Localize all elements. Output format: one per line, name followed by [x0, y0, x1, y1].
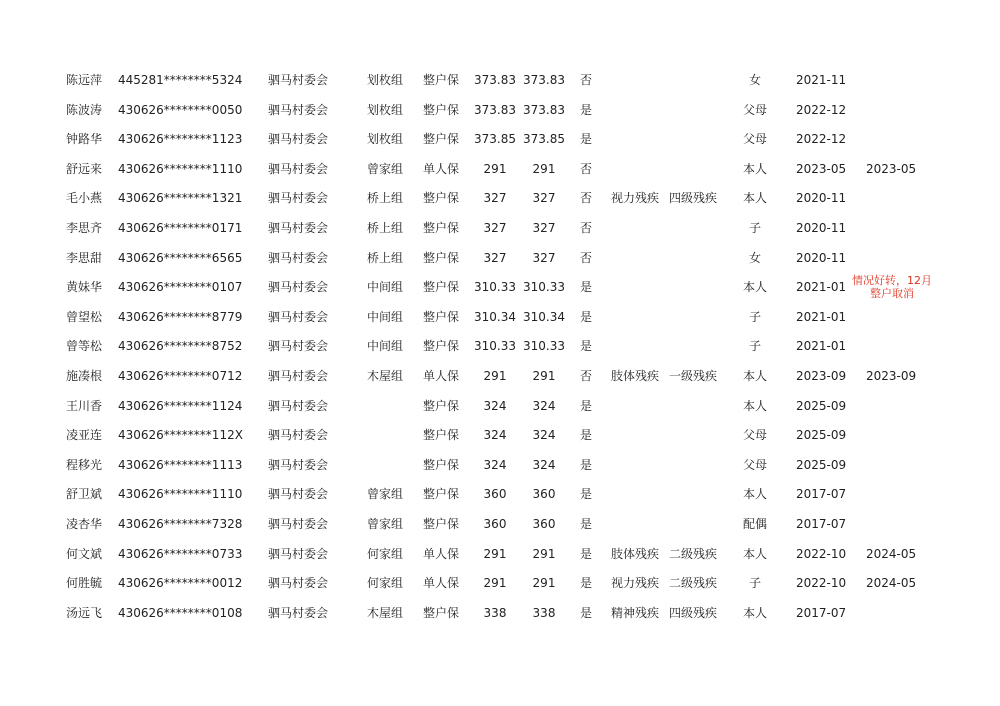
- flag-cell: 否: [580, 220, 593, 235]
- amount-cell: 291: [483, 161, 507, 176]
- id-number-cell: 430626********8752: [118, 339, 243, 354]
- amount-total-cell: 310.33: [523, 280, 565, 295]
- flag-cell: 否: [580, 250, 593, 265]
- amount-cell: 310.33: [474, 339, 516, 354]
- assistance-type-cell: 整户保: [423, 220, 460, 235]
- assistance-type-cell: 整户保: [423, 132, 460, 147]
- group-cell: 曾家组: [367, 487, 404, 502]
- disability-level-cell: 四级残疾: [669, 605, 718, 620]
- end-date-cell: 2023-05: [866, 161, 917, 176]
- name-cell: 毛小燕: [66, 191, 103, 206]
- village-cell: 驷马村委会: [268, 250, 329, 265]
- flag-cell: 是: [580, 309, 593, 324]
- amount-total-cell: 291: [532, 546, 556, 561]
- amount-total-cell: 324: [532, 398, 556, 413]
- relation-cell: 本人: [742, 161, 767, 176]
- assistance-type-cell: 整户保: [423, 102, 460, 117]
- amount-cell: 324: [483, 398, 507, 413]
- name-cell: 舒远来: [66, 161, 103, 176]
- flag-cell: 是: [580, 516, 593, 531]
- relation-cell: 子: [748, 309, 761, 324]
- flag-cell: 是: [580, 487, 593, 502]
- amount-cell: 291: [483, 576, 507, 591]
- amount-cell: 338: [483, 605, 507, 620]
- relation-cell: 父母: [742, 428, 767, 443]
- amount-total-cell: 310.34: [523, 309, 565, 324]
- village-cell: 驷马村委会: [268, 309, 329, 324]
- id-number-cell: 430626********112X: [118, 428, 243, 443]
- amount-total-cell: 291: [532, 576, 556, 591]
- name-cell: 王川香: [66, 398, 103, 413]
- start-date-cell: 2023-09: [796, 368, 847, 383]
- relation-cell: 配偶: [742, 516, 767, 531]
- start-date-cell: 2023-05: [796, 161, 847, 176]
- village-cell: 驷马村委会: [268, 161, 329, 176]
- start-date-cell: 2021-01: [796, 339, 847, 354]
- amount-cell: 373.85: [474, 132, 516, 147]
- amount-total-cell: 327: [532, 220, 556, 235]
- start-date-cell: 2020-11: [796, 191, 847, 206]
- assistance-type-cell: 整户保: [423, 398, 460, 413]
- village-cell: 驷马村委会: [268, 487, 329, 502]
- table-row: [0, 540, 1000, 570]
- flag-cell: 是: [580, 576, 593, 591]
- start-date-cell: 2022-12: [796, 102, 847, 117]
- flag-cell: 是: [580, 605, 593, 620]
- assistance-type-cell: 整户保: [423, 309, 460, 324]
- id-number-cell: 430626********0712: [118, 368, 243, 383]
- village-cell: 驷马村委会: [268, 132, 329, 147]
- relation-cell: 子: [748, 220, 761, 235]
- table-row: [0, 480, 1000, 510]
- amount-total-cell: 373.83: [523, 73, 565, 87]
- id-number-cell: 430626********1124: [118, 398, 243, 413]
- group-cell: 木屋组: [367, 368, 404, 383]
- disability-level-cell: 四级残疾: [669, 191, 718, 206]
- village-cell: 驷马村委会: [268, 516, 329, 531]
- amount-total-cell: 324: [532, 457, 556, 472]
- flag-cell: 是: [580, 457, 593, 472]
- id-number-cell: 430626********0171: [118, 220, 243, 235]
- village-cell: 驷马村委会: [268, 280, 329, 295]
- amount-cell: 324: [483, 457, 507, 472]
- end-date-cell: 2024-05: [866, 576, 917, 591]
- flag-cell: 否: [580, 191, 593, 206]
- relation-cell: 父母: [742, 102, 767, 117]
- village-cell: 驷马村委会: [268, 457, 329, 472]
- name-cell: 曾望松: [66, 309, 103, 324]
- flag-cell: 是: [580, 398, 593, 413]
- start-date-cell: 2020-11: [796, 220, 847, 235]
- id-number-cell: 430626********1321: [118, 191, 243, 206]
- id-number-cell: 430626********1113: [118, 457, 243, 472]
- village-cell: 驷马村委会: [268, 73, 329, 87]
- disability-level-cell: 一级残疾: [669, 368, 718, 383]
- start-date-cell: 2020-11: [796, 250, 847, 265]
- name-cell: 凌杏华: [66, 516, 103, 531]
- table-row: [0, 510, 1000, 540]
- name-cell: 凌亚连: [66, 428, 103, 443]
- id-number-cell: 430626********0050: [118, 102, 243, 117]
- name-cell: 何文斌: [66, 546, 103, 561]
- flag-cell: 否: [580, 161, 593, 176]
- group-cell: 中间组: [367, 309, 404, 324]
- assistance-type-cell: 整户保: [423, 428, 460, 443]
- group-cell: 木屋组: [367, 605, 404, 620]
- disability-type-cell: 视力残疾: [611, 576, 660, 591]
- assistance-type-cell: 单人保: [423, 546, 460, 561]
- id-number-cell: 430626********1110: [118, 161, 243, 176]
- village-cell: 驷马村委会: [268, 339, 329, 354]
- name-cell: 黄妹华: [66, 280, 103, 295]
- village-cell: 驷马村委会: [268, 191, 329, 206]
- relation-cell: 本人: [742, 368, 767, 383]
- id-number-cell: 430626********0108: [118, 605, 243, 620]
- village-cell: 驷马村委会: [268, 368, 329, 383]
- relation-cell: 本人: [742, 398, 767, 413]
- name-cell: 钟路华: [66, 132, 103, 147]
- relation-cell: 子: [748, 576, 761, 591]
- group-cell: 桥上组: [367, 220, 404, 235]
- amount-cell: 360: [483, 487, 507, 502]
- id-number-cell: 430626********0107: [118, 280, 243, 295]
- group-cell: 桥上组: [367, 191, 404, 206]
- disability-type-cell: 肢体残疾: [611, 546, 660, 561]
- disability-level-cell: 二级残疾: [669, 546, 718, 561]
- amount-cell: 291: [483, 368, 507, 383]
- end-date-cell: 2024-05: [866, 546, 917, 561]
- id-number-cell: 430626********7328: [118, 516, 243, 531]
- amount-cell: 291: [483, 546, 507, 561]
- table-row: [0, 66, 1000, 96]
- group-cell: 划枚组: [367, 102, 404, 117]
- amount-cell: 360: [483, 516, 507, 531]
- start-date-cell: 2025-09: [796, 457, 847, 472]
- assistance-type-cell: 整户保: [423, 487, 460, 502]
- group-cell: 划枚组: [367, 132, 404, 147]
- relation-cell: 子: [748, 339, 761, 354]
- amount-cell: 310.34: [474, 309, 516, 324]
- assistance-type-cell: 整户保: [423, 605, 460, 620]
- assistance-type-cell: 整户保: [423, 250, 460, 265]
- table-row: [0, 214, 1000, 244]
- relation-cell: 本人: [742, 546, 767, 561]
- relation-cell: 父母: [742, 132, 767, 147]
- id-number-cell: 430626********0012: [118, 576, 243, 591]
- assistance-type-cell: 整户保: [423, 457, 460, 472]
- assistance-type-cell: 整户保: [423, 191, 460, 206]
- table-row: [0, 451, 1000, 481]
- group-cell: 何家组: [367, 546, 404, 561]
- relation-cell: 本人: [742, 605, 767, 620]
- table-row: [0, 303, 1000, 333]
- amount-cell: 373.83: [474, 73, 516, 87]
- table-row: [0, 125, 1000, 155]
- id-number-cell: 430626********6565: [118, 250, 243, 265]
- amount-cell: 310.33: [474, 280, 516, 295]
- id-number-cell: 445281********5324: [118, 73, 243, 87]
- start-date-cell: 2022-10: [796, 576, 847, 591]
- group-cell: 划枚组: [367, 73, 404, 87]
- flag-cell: 是: [580, 546, 593, 561]
- disability-type-cell: 肢体残疾: [611, 368, 660, 383]
- village-cell: 驷马村委会: [268, 398, 329, 413]
- relation-cell: 本人: [742, 487, 767, 502]
- start-date-cell: 2022-10: [796, 546, 847, 561]
- spreadsheet-table: [0, 66, 1000, 628]
- start-date-cell: 2017-07: [796, 487, 847, 502]
- start-date-cell: 2022-12: [796, 132, 847, 147]
- table-row: [0, 244, 1000, 274]
- relation-cell: 父母: [742, 457, 767, 472]
- flag-cell: 是: [580, 428, 593, 443]
- group-cell: 中间组: [367, 339, 404, 354]
- id-number-cell: 430626********1123: [118, 132, 243, 147]
- amount-total-cell: 291: [532, 161, 556, 176]
- amount-total-cell: 291: [532, 368, 556, 383]
- group-cell: 何家组: [367, 576, 404, 591]
- table-row: [0, 96, 1000, 126]
- name-cell: 曾等松: [66, 339, 103, 354]
- assistance-type-cell: 整户保: [423, 73, 460, 87]
- start-date-cell: 2021-01: [796, 309, 847, 324]
- table-row: [0, 273, 1000, 303]
- name-cell: 陈远萍: [66, 73, 103, 87]
- flag-cell: 是: [580, 339, 593, 354]
- start-date-cell: 2017-07: [796, 605, 847, 620]
- amount-total-cell: 324: [532, 428, 556, 443]
- id-number-cell: 430626********0733: [118, 546, 243, 561]
- id-number-cell: 430626********1110: [118, 487, 243, 502]
- village-cell: 驷马村委会: [268, 102, 329, 117]
- name-cell: 汤远飞: [66, 605, 103, 620]
- table-row: [0, 184, 1000, 214]
- name-cell: 程移光: [66, 457, 103, 472]
- name-cell: 李思甜: [66, 250, 103, 265]
- start-date-cell: 2017-07: [796, 516, 847, 531]
- assistance-type-cell: 单人保: [423, 576, 460, 591]
- amount-cell: 373.83: [474, 102, 516, 117]
- amount-cell: 327: [483, 250, 507, 265]
- amount-cell: 327: [483, 191, 507, 206]
- village-cell: 驷马村委会: [268, 546, 329, 561]
- flag-cell: 是: [580, 132, 593, 147]
- village-cell: 驷马村委会: [268, 428, 329, 443]
- amount-total-cell: 373.83: [523, 102, 565, 117]
- amount-total-cell: 360: [532, 487, 556, 502]
- name-cell: 陈波涛: [66, 102, 103, 117]
- group-cell: 桥上组: [367, 250, 404, 265]
- table-row: [0, 362, 1000, 392]
- flag-cell: 否: [580, 73, 593, 87]
- end-date-cell: 2023-09: [866, 368, 917, 383]
- village-cell: 驷马村委会: [268, 220, 329, 235]
- group-cell: 中间组: [367, 280, 404, 295]
- name-cell: 何胜毓: [66, 576, 103, 591]
- table-row: [0, 332, 1000, 362]
- assistance-type-cell: 单人保: [423, 368, 460, 383]
- assistance-type-cell: 整户保: [423, 339, 460, 354]
- amount-total-cell: 373.85: [523, 132, 565, 147]
- flag-cell: 是: [580, 280, 593, 295]
- relation-cell: 本人: [742, 280, 767, 295]
- start-date-cell: 2021-11: [796, 73, 847, 87]
- village-cell: 驷马村委会: [268, 605, 329, 620]
- assistance-type-cell: 整户保: [423, 516, 460, 531]
- name-cell: 李思齐: [66, 220, 103, 235]
- start-date-cell: 2025-09: [796, 398, 847, 413]
- amount-cell: 324: [483, 428, 507, 443]
- amount-total-cell: 310.33: [523, 339, 565, 354]
- amount-total-cell: 327: [532, 191, 556, 206]
- disability-level-cell: 二级残疾: [669, 576, 718, 591]
- flag-cell: 否: [580, 368, 593, 383]
- amount-total-cell: 338: [532, 605, 556, 620]
- village-cell: 驷马村委会: [268, 576, 329, 591]
- name-cell: 施凑根: [66, 368, 103, 383]
- disability-type-cell: 视力残疾: [611, 191, 660, 206]
- flag-cell: 是: [580, 102, 593, 117]
- assistance-type-cell: 整户保: [423, 280, 460, 295]
- group-cell: 曾家组: [367, 161, 404, 176]
- id-number-cell: 430626********8779: [118, 309, 243, 324]
- group-cell: 曾家组: [367, 516, 404, 531]
- table-row: [0, 421, 1000, 451]
- start-date-cell: 2025-09: [796, 428, 847, 443]
- disability-type-cell: 精神残疾: [611, 605, 660, 620]
- amount-total-cell: 360: [532, 516, 556, 531]
- table-row: [0, 569, 1000, 599]
- note-cell: 情况好转，12月整户取消: [852, 274, 932, 301]
- name-cell: 舒卫斌: [66, 487, 103, 502]
- relation-cell: 本人: [742, 191, 767, 206]
- assistance-type-cell: 单人保: [423, 161, 460, 176]
- amount-cell: 327: [483, 220, 507, 235]
- table-row: [0, 599, 1000, 629]
- amount-total-cell: 327: [532, 250, 556, 265]
- relation-cell: 女: [748, 73, 761, 87]
- table-row: [0, 155, 1000, 185]
- relation-cell: 女: [748, 250, 761, 265]
- start-date-cell: 2021-01: [796, 280, 847, 295]
- table-row: [0, 392, 1000, 422]
